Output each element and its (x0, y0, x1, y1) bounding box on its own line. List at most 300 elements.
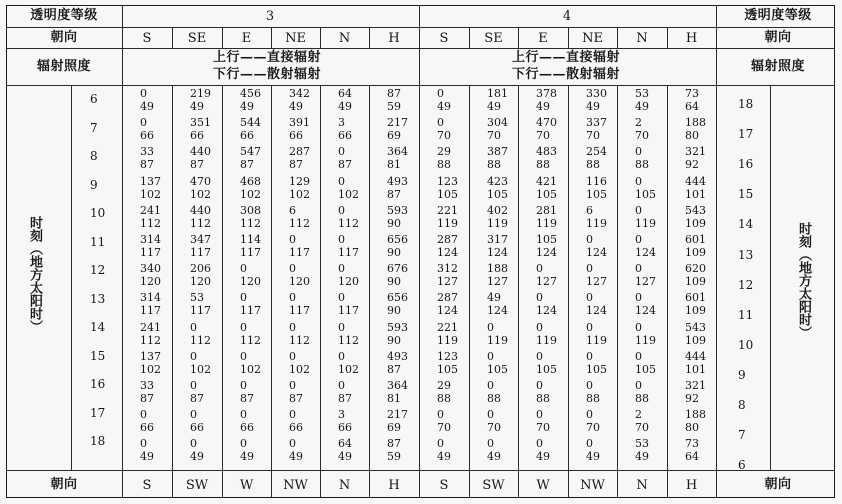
rule-grade-divider (419, 5, 420, 498)
diffuse-value-grade_3-r2-c0: 87 (140, 158, 154, 172)
diffuse-value-grade_3-r9-c4: 102 (338, 362, 359, 376)
direct-value-grade_3-r7-c1: 53 (190, 291, 204, 305)
direct-value-grade_3-r6-c1: 206 (190, 262, 211, 276)
diffuse-value-grade_4-r0-c3: 49 (586, 100, 600, 113)
diffuse-value-grade_4-r9-c2: 105 (536, 362, 557, 376)
direct-value-grade_4-r8-c2: 0 (536, 320, 543, 334)
orientation-label-right: 朝向 (764, 30, 792, 45)
diffuse-value-grade_4-r7-c4: 124 (635, 304, 656, 318)
right-hour-7: 7 (738, 428, 746, 443)
direct-value-grade_4-r12-c0: 0 (437, 437, 444, 451)
diffuse-value-grade_3-r4-c0: 112 (140, 216, 161, 230)
right-hour-14: 14 (738, 217, 754, 232)
direct-value-grade_4-r2-c0: 29 (437, 145, 451, 159)
diffuse-value-grade_4-r0-c1: 49 (487, 100, 501, 113)
bottom-orientation-grade_4-h: H (685, 478, 698, 493)
data-divider-grade_4-1 (518, 85, 519, 470)
diffuse-value-grade_3-r0-c3: 49 (289, 100, 303, 113)
direct-value-grade_4-r9-c4: 0 (635, 349, 642, 363)
rule-left-label-column (122, 5, 123, 498)
grade-3-header: 3 (265, 9, 275, 24)
diffuse-value-grade_3-r10-c1: 87 (190, 392, 204, 405)
data-divider-grade_3-2 (271, 85, 272, 470)
legend-direct-radiation: 上行——直接辐射 (213, 50, 322, 65)
diffuse-value-grade_4-r8-c5: 109 (685, 333, 706, 347)
diffuse-value-grade_4-r12-c2: 49 (536, 450, 550, 464)
top-orientation-grade_4-se: SE (484, 31, 503, 46)
direct-value-grade_3-r0-c3: 342 (289, 87, 310, 100)
left-hour-11: 11 (90, 234, 106, 249)
diffuse-value-grade_3-r6-c1: 120 (190, 275, 211, 289)
direct-value-grade_3-r4-c5: 593 (387, 203, 408, 217)
diffuse-value-grade_3-r12-c1: 49 (190, 450, 204, 464)
direct-value-grade_3-r9-c0: 137 (140, 349, 161, 363)
left-hour-9: 9 (90, 177, 98, 192)
right-hour-11: 11 (738, 307, 754, 322)
time-label-right: 时刻（地方太阳时） (796, 222, 811, 339)
diffuse-value-grade_3-r7-c5: 90 (387, 304, 401, 318)
orientation-divider-grade_3-2 (271, 27, 272, 48)
direct-value-grade_3-r10-c5: 364 (387, 379, 408, 392)
table-frame (6, 5, 835, 498)
rule-left-hour-split (71, 85, 72, 470)
direct-value-grade_3-r5-c4: 0 (338, 233, 345, 246)
direct-value-grade_4-r3-c1: 423 (487, 174, 508, 188)
direct-value-grade_3-r9-c4: 0 (338, 349, 345, 363)
diffuse-value-grade_4-r8-c1: 119 (487, 333, 508, 347)
direct-value-grade_3-r8-c2: 0 (240, 320, 247, 334)
direct-value-grade_3-r12-c4: 64 (338, 437, 352, 451)
direct-value-grade_3-r6-c4: 0 (338, 262, 345, 276)
diffuse-value-grade_3-r8-c0: 112 (140, 333, 161, 347)
diffuse-value-grade_4-r3-c1: 105 (487, 187, 508, 201)
data-divider-grade_3-0 (172, 85, 173, 470)
direct-value-grade_4-r4-c1: 402 (487, 203, 508, 217)
diffuse-value-grade_3-r12-c2: 49 (240, 450, 254, 464)
diffuse-value-grade_3-r10-c2: 87 (240, 392, 254, 405)
diffuse-value-grade_4-r9-c4: 105 (635, 362, 656, 376)
bottom-orientation-grade_3-w: W (239, 478, 254, 493)
right-hour-10: 10 (738, 337, 754, 352)
diffuse-value-grade_3-r9-c5: 87 (387, 362, 401, 376)
rule-below-grade (6, 27, 835, 28)
diffuse-value-grade_3-r7-c1: 117 (190, 304, 211, 318)
top-orientation-grade_3-n: N (338, 31, 351, 46)
direct-value-grade_3-r8-c4: 0 (338, 320, 345, 334)
left-hour-15: 15 (90, 348, 106, 363)
bottom-orientation-divider-grade_4-4 (667, 470, 668, 498)
direct-value-grade_4-r9-c1: 0 (487, 349, 494, 363)
diffuse-value-grade_3-r9-c2: 102 (240, 362, 261, 376)
direct-value-grade_3-r4-c4: 0 (338, 203, 345, 217)
direct-value-grade_4-r2-c2: 483 (536, 145, 557, 159)
diffuse-value-grade_3-r6-c0: 120 (140, 275, 161, 289)
top-orientation-grade_3-h: H (388, 31, 400, 46)
direct-value-grade_4-r0-c1: 181 (487, 87, 508, 100)
bottom-orientation-divider-grade_4-1 (518, 470, 519, 498)
diffuse-value-grade_4-r4-c3: 119 (586, 216, 607, 230)
direct-value-grade_3-r11-c2: 0 (240, 408, 247, 422)
direct-value-grade_3-r12-c0: 0 (140, 437, 147, 451)
direct-value-grade_4-r4-c0: 221 (437, 203, 458, 217)
bottom-orientation-grade_3-sw: SW (185, 478, 209, 493)
direct-value-grade_3-r2-c2: 547 (240, 145, 261, 159)
diffuse-value-grade_4-r12-c1: 49 (487, 450, 501, 464)
irradiance-label-right: 辐射照度 (750, 59, 806, 74)
right-hour-8: 8 (738, 398, 746, 412)
direct-value-grade_3-r5-c5: 656 (387, 233, 408, 246)
direct-value-grade_3-r10-c1: 0 (190, 379, 197, 392)
direct-value-grade_4-r5-c2: 105 (536, 233, 557, 246)
grade-4-header: 4 (562, 9, 572, 24)
direct-value-grade_4-r12-c1: 0 (487, 437, 494, 451)
direct-value-grade_4-r11-c5: 188 (685, 408, 706, 422)
direct-value-grade_4-r8-c5: 543 (685, 320, 706, 334)
direct-value-grade_4-r5-c1: 317 (487, 233, 508, 246)
direct-value-grade_4-r3-c5: 444 (685, 174, 706, 188)
right-hour-9: 9 (738, 367, 746, 382)
diffuse-value-grade_3-r5-c4: 117 (338, 246, 359, 259)
direct-value-grade_3-r4-c0: 241 (140, 203, 161, 217)
diffuse-value-grade_4-r10-c5: 92 (685, 392, 699, 405)
bottom-orientation-label-left: 朝向 (50, 477, 78, 492)
right-hour-15: 15 (738, 187, 754, 202)
diffuse-value-grade_3-r12-c5: 59 (387, 450, 401, 464)
direct-value-grade_4-r1-c4: 2 (635, 116, 642, 130)
direct-value-grade_4-r11-c0: 0 (437, 408, 444, 422)
diffuse-value-grade_3-r1-c4: 66 (338, 129, 352, 143)
diffuse-value-grade_3-r9-c0: 102 (140, 362, 161, 376)
direct-value-grade_4-r4-c5: 543 (685, 203, 706, 217)
direct-value-grade_3-r5-c2: 114 (240, 233, 261, 246)
direct-value-grade_4-r0-c2: 378 (536, 87, 557, 100)
diffuse-value-grade_3-r10-c0: 87 (140, 392, 154, 405)
direct-value-grade_4-r2-c4: 0 (635, 145, 642, 159)
orientation-divider-grade_4-1 (518, 27, 519, 48)
top-orientation-grade_4-e: E (538, 31, 548, 46)
direct-value-grade_4-r11-c4: 2 (635, 408, 642, 422)
diffuse-value-grade_3-r6-c2: 120 (240, 275, 261, 289)
diffuse-value-grade_3-r7-c2: 117 (240, 304, 261, 318)
direct-value-grade_3-r3-c0: 137 (140, 174, 161, 188)
diffuse-value-grade_3-r8-c2: 112 (240, 333, 261, 347)
direct-value-grade_3-r5-c3: 0 (289, 233, 296, 246)
diffuse-value-grade_4-r10-c1: 88 (487, 392, 501, 405)
top-orientation-grade_3-se: SE (187, 31, 207, 46)
rule-right-hour-split (770, 85, 771, 470)
diffuse-value-grade_3-r3-c3: 102 (289, 187, 310, 201)
direct-value-grade_4-r0-c0: 0 (437, 87, 444, 100)
diffuse-value-grade_3-r12-c4: 49 (338, 450, 352, 464)
direct-value-grade_4-r3-c2: 421 (536, 174, 557, 188)
diffuse-value-grade_4-r11-c1: 70 (487, 421, 501, 435)
direct-value-grade_3-r6-c2: 0 (240, 262, 247, 276)
diffuse-value-grade_4-r7-c3: 124 (586, 304, 607, 318)
diffuse-value-grade_3-r11-c3: 66 (289, 421, 303, 435)
diffuse-value-grade_3-r5-c5: 90 (387, 246, 401, 259)
diffuse-value-grade_3-r3-c1: 102 (190, 187, 211, 201)
data-divider-grade_3-4 (369, 85, 370, 470)
diffuse-value-grade_4-r2-c5: 92 (685, 158, 699, 172)
direct-value-grade_4-r6-c1: 188 (487, 262, 508, 276)
direct-value-grade_3-r7-c2: 0 (240, 291, 247, 305)
direct-value-grade_3-r10-c3: 0 (289, 379, 296, 392)
direct-value-grade_4-r6-c2: 0 (536, 262, 543, 276)
diffuse-value-grade_3-r1-c5: 69 (387, 129, 401, 143)
diffuse-value-grade_4-r4-c0: 119 (437, 216, 458, 230)
diffuse-value-grade_4-r3-c3: 105 (586, 187, 607, 201)
direct-value-grade_4-r11-c2: 0 (536, 408, 543, 422)
diffuse-value-grade_3-r4-c3: 112 (289, 216, 310, 230)
direct-value-grade_3-r6-c3: 0 (289, 262, 296, 276)
diffuse-value-grade_4-r8-c0: 119 (437, 333, 458, 347)
right-hour-16: 16 (738, 157, 754, 172)
direct-value-grade_4-r12-c2: 0 (536, 437, 543, 451)
direct-value-grade_4-r5-c5: 601 (685, 233, 706, 246)
direct-value-grade_4-r1-c3: 337 (586, 116, 607, 130)
top-orientation-grade_3-s: S (142, 31, 152, 46)
diffuse-value-grade_4-r2-c4: 88 (635, 158, 649, 172)
direct-value-grade_4-r9-c5: 444 (685, 349, 706, 363)
diffuse-value-grade_4-r9-c0: 105 (437, 362, 458, 376)
diffuse-value-grade_4-r10-c4: 88 (635, 392, 649, 405)
diffuse-value-grade_4-r1-c4: 70 (635, 129, 649, 143)
diffuse-value-grade_4-r11-c0: 70 (437, 421, 451, 435)
irradiance-label-left: 辐射照度 (36, 59, 92, 74)
diffuse-value-grade_3-r4-c5: 90 (387, 216, 401, 230)
direct-value-grade_3-r12-c2: 0 (240, 437, 247, 451)
diffuse-value-grade_3-r1-c2: 66 (240, 129, 254, 143)
diffuse-value-grade_3-r0-c0: 49 (140, 100, 154, 113)
diffuse-value-grade_4-r11-c5: 80 (685, 421, 699, 435)
direct-value-grade_3-r2-c4: 0 (338, 145, 345, 159)
diffuse-value-grade_3-r11-c1: 66 (190, 421, 204, 435)
direct-value-grade_4-r1-c5: 188 (685, 116, 706, 130)
diffuse-value-grade_3-r8-c4: 112 (338, 333, 359, 347)
orientation-label-left: 朝向 (50, 30, 78, 45)
diffuse-value-grade_4-r10-c2: 88 (536, 392, 550, 405)
direct-value-grade_4-r9-c0: 123 (437, 349, 458, 363)
direct-value-grade_4-r5-c4: 0 (635, 233, 642, 246)
diffuse-value-grade_4-r1-c0: 70 (437, 129, 451, 143)
top-orientation-grade_4-h: H (685, 31, 698, 46)
diffuse-value-grade_3-r8-c1: 112 (190, 333, 211, 347)
direct-value-grade_3-r12-c5: 87 (387, 437, 401, 451)
diffuse-value-grade_4-r1-c1: 70 (487, 129, 501, 143)
top-orientation-grade_4-ne: NE (582, 31, 603, 46)
diffuse-value-grade_3-r2-c2: 87 (240, 158, 254, 172)
orientation-divider-grade_4-2 (568, 27, 569, 48)
diffuse-value-grade_4-r7-c2: 124 (536, 304, 557, 318)
direct-value-grade_4-r6-c3: 0 (586, 262, 593, 276)
direct-value-grade_4-r6-c4: 0 (635, 262, 642, 276)
data-divider-grade_4-3 (617, 85, 618, 470)
diffuse-value-grade_3-r9-c1: 102 (190, 362, 211, 376)
legend-direct-radiation-grade4: 上行——直接辐射 (512, 50, 621, 65)
bottom-orientation-divider-grade_4-0 (469, 470, 470, 498)
direct-value-grade_3-r0-c5: 87 (387, 87, 401, 100)
diffuse-value-grade_4-r2-c0: 88 (437, 158, 451, 172)
direct-value-grade_4-r6-c0: 312 (437, 262, 458, 276)
diffuse-value-grade_3-r5-c0: 117 (140, 246, 161, 259)
diffuse-value-grade_4-r2-c3: 88 (586, 158, 600, 172)
direct-value-grade_3-r3-c5: 493 (387, 174, 408, 188)
direct-value-grade_3-r11-c5: 217 (387, 408, 408, 422)
diffuse-value-grade_3-r11-c0: 66 (140, 421, 154, 435)
legend-diffuse-radiation-grade4: 下行——散射辐射 (512, 67, 621, 82)
left-hour-13: 13 (90, 291, 106, 306)
diffuse-value-grade_3-r6-c3: 120 (289, 275, 310, 289)
direct-value-grade_3-r11-c0: 0 (140, 408, 147, 422)
diffuse-value-grade_4-r5-c0: 124 (437, 246, 458, 259)
left-hour-8: 8 (90, 149, 98, 163)
direct-value-grade_3-r0-c2: 456 (240, 87, 261, 100)
direct-value-grade_3-r7-c3: 0 (289, 291, 296, 305)
direct-value-grade_4-r10-c0: 29 (437, 379, 451, 392)
orientation-divider-grade_4-3 (617, 27, 618, 48)
direct-value-grade_3-r1-c2: 544 (240, 116, 261, 130)
rule-below-irradiance (6, 85, 835, 86)
direct-value-grade_3-r6-c0: 340 (140, 262, 161, 276)
left-hour-12: 12 (90, 263, 106, 277)
direct-value-grade_3-r2-c1: 440 (190, 145, 211, 159)
direct-value-grade_4-r10-c1: 0 (487, 379, 494, 392)
diffuse-value-grade_4-r10-c3: 88 (586, 392, 600, 405)
bottom-orientation-grade_4-nw: NW (580, 478, 605, 493)
diffuse-value-grade_4-r12-c5: 64 (685, 450, 699, 464)
direct-value-grade_4-r4-c3: 6 (586, 203, 593, 217)
direct-value-grade_4-r5-c3: 0 (586, 233, 593, 246)
diffuse-value-grade_3-r5-c3: 117 (289, 246, 310, 259)
bottom-orientation-label-right: 朝向 (764, 477, 792, 492)
direct-value-grade_4-r9-c2: 0 (536, 349, 543, 363)
direct-value-grade_3-r0-c1: 219 (190, 87, 211, 100)
direct-value-grade_4-r2-c1: 387 (487, 145, 508, 159)
direct-value-grade_4-r9-c3: 0 (586, 349, 593, 363)
diffuse-value-grade_3-r3-c5: 87 (387, 187, 401, 201)
direct-value-grade_3-r1-c0: 0 (140, 116, 147, 130)
direct-value-grade_3-r10-c4: 0 (338, 379, 345, 392)
direct-value-grade_4-r0-c5: 73 (685, 87, 699, 100)
diffuse-value-grade_3-r10-c3: 87 (289, 392, 303, 405)
direct-value-grade_3-r4-c3: 6 (289, 203, 296, 217)
direct-value-grade_3-r4-c1: 440 (190, 203, 211, 217)
direct-value-grade_4-r7-c3: 0 (586, 291, 593, 305)
diffuse-value-grade_4-r9-c1: 105 (487, 362, 508, 376)
bottom-orientation-divider-grade_3-1 (222, 470, 223, 498)
orientation-divider-grade_3-4 (369, 27, 370, 48)
direct-value-grade_3-r5-c0: 314 (140, 233, 161, 246)
rule-right-label-column (716, 5, 717, 498)
diffuse-value-grade_4-r5-c2: 124 (536, 246, 557, 259)
data-divider-grade_4-0 (469, 85, 470, 470)
direct-value-grade_4-r7-c2: 0 (536, 291, 543, 305)
diffuse-value-grade_3-r11-c5: 69 (387, 421, 401, 435)
diffuse-value-grade_3-r4-c4: 112 (338, 216, 359, 230)
diffuse-value-grade_4-r3-c4: 105 (635, 187, 656, 201)
direct-value-grade_4-r0-c4: 53 (635, 87, 649, 100)
direct-value-grade_4-r7-c5: 601 (685, 291, 706, 305)
bottom-orientation-divider-grade_4-3 (617, 470, 618, 498)
direct-value-grade_4-r8-c3: 0 (586, 320, 593, 334)
diffuse-value-grade_4-r4-c2: 119 (536, 216, 557, 230)
direct-value-grade_4-r7-c4: 0 (635, 291, 642, 305)
direct-value-grade_3-r3-c3: 129 (289, 174, 310, 188)
diffuse-value-grade_4-r6-c0: 127 (437, 275, 458, 289)
diffuse-value-grade_3-r4-c2: 112 (240, 216, 261, 230)
diffuse-value-grade_4-r4-c1: 119 (487, 216, 508, 230)
direct-value-grade_4-r0-c3: 330 (586, 87, 607, 100)
diffuse-value-grade_4-r3-c5: 101 (685, 187, 706, 201)
diffuse-value-grade_3-r8-c3: 112 (289, 333, 310, 347)
diffuse-value-grade_4-r3-c0: 105 (437, 187, 458, 201)
diffuse-value-grade_4-r6-c4: 127 (635, 275, 656, 289)
diffuse-value-grade_3-r7-c0: 117 (140, 304, 161, 318)
diffuse-value-grade_4-r6-c5: 109 (685, 275, 706, 289)
data-divider-grade_3-3 (320, 85, 321, 470)
diffuse-value-grade_4-r12-c0: 49 (437, 450, 451, 464)
diffuse-value-grade_3-r2-c1: 87 (190, 158, 204, 172)
direct-value-grade_3-r8-c1: 0 (190, 320, 197, 334)
direct-value-grade_4-r1-c1: 304 (487, 116, 508, 130)
right-hour-18: 18 (738, 97, 754, 111)
direct-value-grade_3-r8-c0: 241 (140, 320, 161, 334)
diffuse-value-grade_4-r7-c1: 124 (487, 304, 508, 318)
direct-value-grade_4-r10-c4: 0 (635, 379, 642, 392)
diffuse-value-grade_3-r1-c1: 66 (190, 129, 204, 143)
direct-value-grade_3-r9-c1: 0 (190, 349, 197, 363)
direct-value-grade_4-r11-c1: 0 (487, 408, 494, 422)
direct-value-grade_3-r9-c5: 493 (387, 349, 408, 363)
right-hour-6: 6 (738, 458, 746, 473)
diffuse-value-grade_3-r8-c5: 90 (387, 333, 401, 347)
diffuse-value-grade_3-r2-c3: 87 (289, 158, 303, 172)
diffuse-value-grade_3-r11-c4: 66 (338, 421, 352, 435)
direct-value-grade_3-r9-c2: 0 (240, 349, 247, 363)
bottom-orientation-divider-grade_3-4 (369, 470, 370, 498)
diffuse-value-grade_4-r2-c1: 88 (487, 158, 501, 172)
direct-value-grade_3-r0-c4: 64 (338, 87, 352, 100)
diffuse-value-grade_4-r10-c0: 88 (437, 392, 451, 405)
direct-value-grade_4-r2-c3: 254 (586, 145, 607, 159)
direct-value-grade_3-r5-c1: 347 (190, 233, 211, 246)
diffuse-value-grade_3-r9-c3: 102 (289, 362, 310, 376)
bottom-orientation-grade_3-nw: NW (283, 478, 308, 493)
bottom-orientation-divider-grade_4-2 (568, 470, 569, 498)
right-hour-12: 12 (738, 277, 754, 292)
direct-value-grade_4-r10-c2: 0 (536, 379, 543, 392)
orientation-divider-grade_3-1 (222, 27, 223, 48)
direct-value-grade_3-r1-c4: 3 (338, 116, 345, 130)
direct-value-grade_3-r3-c2: 468 (240, 174, 261, 188)
direct-value-grade_3-r1-c1: 351 (190, 116, 211, 130)
direct-value-grade_4-r10-c3: 0 (586, 379, 593, 392)
direct-value-grade_3-r6-c5: 676 (387, 262, 408, 276)
direct-value-grade_4-r12-c5: 73 (685, 437, 699, 451)
bottom-orientation-grade_3-n: N (338, 478, 351, 493)
direct-value-grade_3-r1-c5: 217 (387, 116, 408, 130)
bottom-orientation-grade_4-w: W (536, 478, 550, 493)
direct-value-grade_3-r2-c3: 287 (289, 145, 310, 159)
diffuse-value-grade_4-r7-c0: 124 (437, 304, 458, 318)
diffuse-value-grade_3-r2-c4: 87 (338, 158, 352, 172)
diffuse-value-grade_4-r6-c2: 127 (536, 275, 557, 289)
direct-value-grade_4-r10-c5: 321 (685, 379, 706, 392)
direct-value-grade_4-r4-c2: 281 (536, 203, 557, 217)
diffuse-value-grade_4-r1-c2: 70 (536, 129, 550, 143)
diffuse-value-grade_3-r0-c4: 49 (338, 100, 352, 113)
diffuse-value-grade_4-r0-c4: 49 (635, 100, 649, 113)
